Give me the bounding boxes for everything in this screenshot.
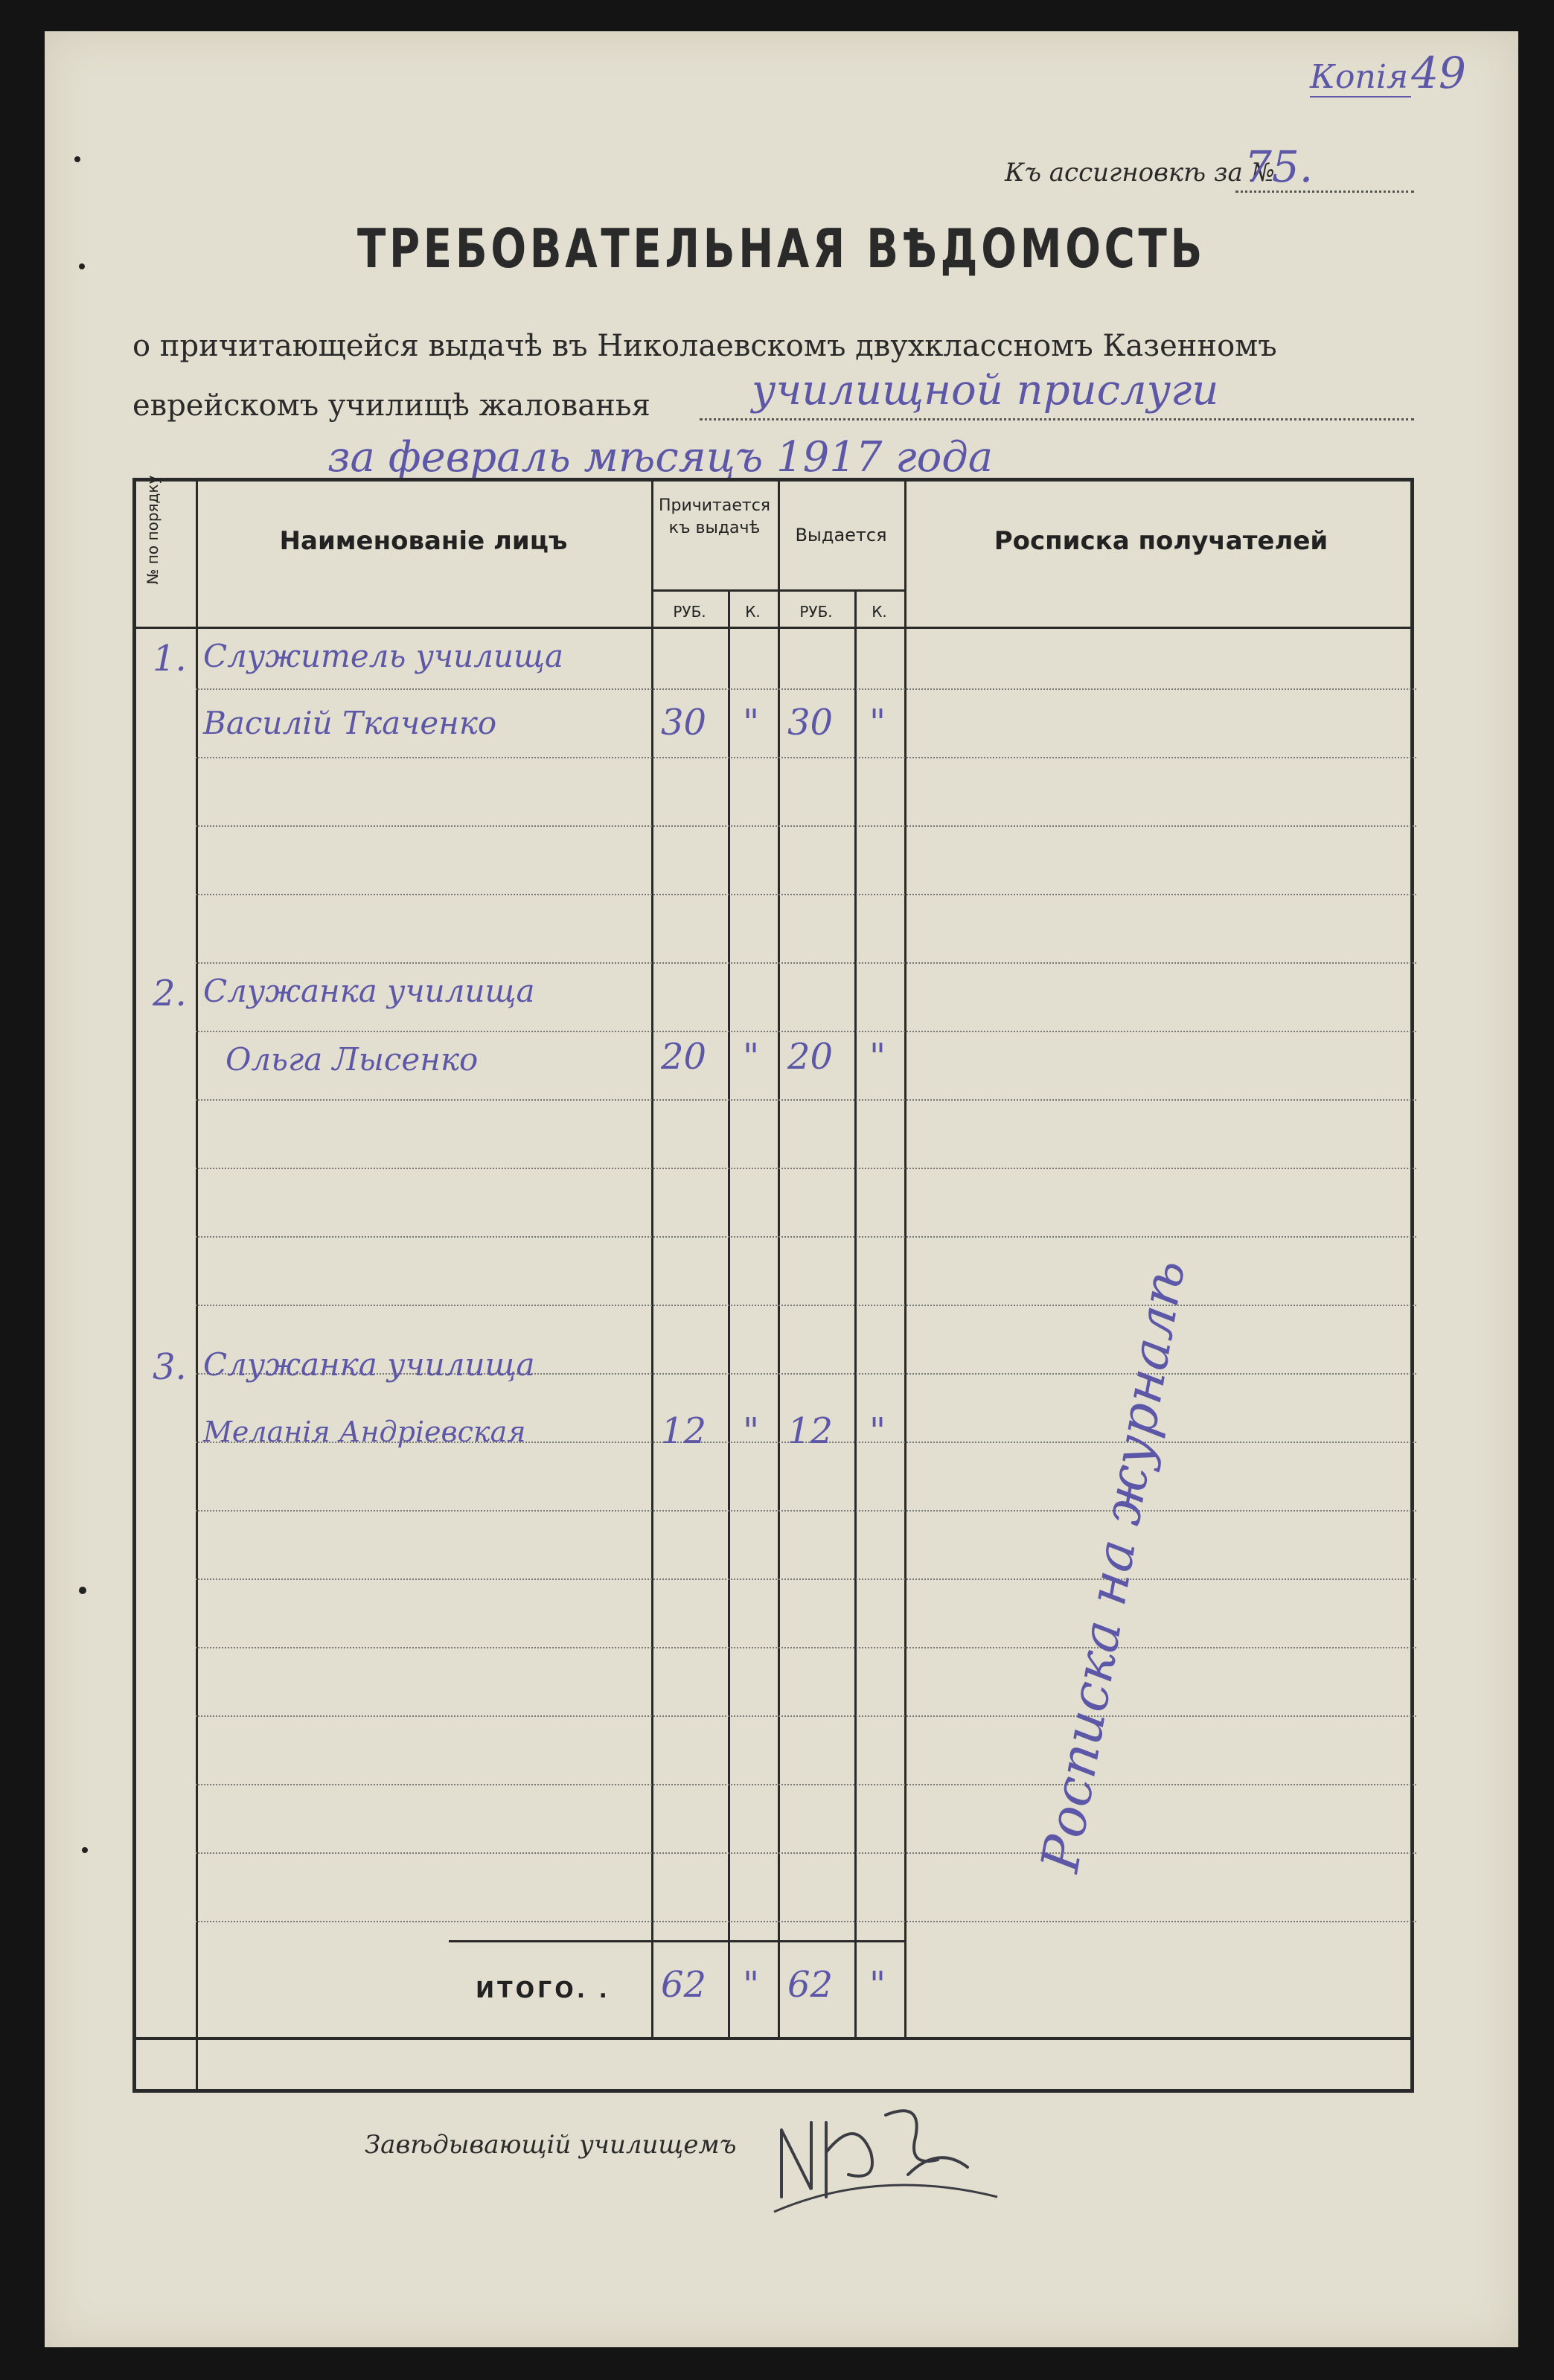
row-rule	[196, 1784, 1416, 1785]
row-rule	[196, 1168, 1416, 1169]
header-name: Наименованіе лицъ	[279, 526, 568, 556]
paid-k: "	[869, 702, 886, 743]
paid-rub: 12	[787, 1410, 834, 1452]
row-rule	[196, 1647, 1416, 1648]
payroll-table	[132, 475, 1414, 2093]
assignment-label: Къ ассигновкѣ за №	[1005, 158, 1275, 188]
margin-mark	[79, 263, 85, 269]
due-k: "	[743, 1036, 760, 1078]
row-number: 1.	[153, 638, 187, 679]
row-rule	[196, 1305, 1416, 1306]
row-name: Меланія Андріевская	[203, 1415, 526, 1448]
sub-rub-due: РУБ.	[673, 603, 706, 621]
row-rule	[196, 1236, 1416, 1238]
col-divider	[651, 482, 653, 2037]
due-rub: 30	[661, 702, 707, 743]
document-title: ТРЕБОВАТЕЛЬНАЯ ВѢДОМОСТЬ	[356, 217, 1206, 280]
header-bottom	[136, 627, 1410, 629]
col-divider	[904, 482, 906, 2037]
margin-mark	[74, 156, 80, 162]
row-title: Служанка училища	[203, 973, 535, 1009]
copy-label: Копія	[1310, 58, 1411, 97]
row-number: 2.	[153, 973, 187, 1014]
row-number: 3.	[153, 1346, 187, 1388]
total-line	[449, 1940, 904, 1942]
total-label: ИТОГО. .	[476, 1977, 610, 2003]
row-rule	[196, 688, 1416, 690]
due-rub: 20	[661, 1036, 707, 1078]
total-paid-rub: 62	[787, 1964, 834, 2006]
paid-rub: 20	[787, 1036, 834, 1078]
sub-rub-paid: РУБ.	[799, 603, 833, 621]
handwritten-staff-type: училищной прислуги	[752, 366, 1219, 415]
line2-dotline	[700, 418, 1414, 420]
col-divider	[728, 589, 730, 2037]
row-rule	[196, 1852, 1416, 1854]
total-paid-k: "	[869, 1964, 886, 2006]
handwritten-period: за февраль мѣсяцъ 1917 года	[327, 433, 994, 482]
row-name: Ольга Лысенко	[226, 1041, 479, 1078]
row-title: Служанка училища	[203, 1346, 535, 1383]
total-due-k: "	[743, 1964, 760, 2006]
col-divider	[778, 482, 780, 2037]
corner-reference	[1310, 48, 1466, 98]
row-rule	[196, 1715, 1416, 1717]
signature-note: Росписка на журналѣ	[1029, 1255, 1198, 1877]
sub-k-paid: К.	[872, 603, 887, 621]
paid-rub: 30	[787, 702, 834, 743]
director-label: Завѣдывающій училищемъ	[365, 2130, 737, 2160]
director-signature	[759, 2085, 1005, 2219]
header-paid: Выдается	[795, 525, 887, 546]
assignment-number: 75.	[1244, 141, 1314, 192]
header-signature: Росписка получателей	[994, 526, 1328, 556]
total-due-rub: 62	[661, 1964, 707, 2006]
header-due: Причитается къ выдачѣ	[658, 496, 771, 537]
row-title: Служитель училища	[203, 638, 564, 674]
row-rule	[196, 1510, 1416, 1512]
margin-mark	[82, 1847, 88, 1853]
row-rule	[196, 1921, 1416, 1922]
footer-line	[136, 2037, 1410, 2040]
intro-line-1: о причитающейся выдачѣ въ Николаевскомъ двухклассномъ Казенномъ	[132, 329, 1277, 363]
row-rule	[196, 1099, 1416, 1101]
sub-k-due: К.	[745, 603, 761, 621]
header-subline	[651, 589, 904, 592]
intro-line-2: еврейскомъ училищѣ жалованья	[132, 388, 650, 423]
paid-k: "	[869, 1410, 886, 1452]
paid-k: "	[869, 1036, 886, 1078]
assignment-dotline	[1235, 191, 1414, 193]
due-k: "	[743, 702, 760, 743]
col-divider	[196, 482, 198, 2089]
document-sheet	[45, 31, 1518, 2347]
due-rub: 12	[661, 1410, 707, 1452]
margin-mark	[79, 1587, 86, 1594]
col-divider	[854, 589, 857, 2037]
header-number: № по порядку	[144, 475, 162, 585]
due-k: "	[743, 1410, 760, 1452]
row-rule	[196, 1578, 1416, 1580]
page-number: 49	[1411, 48, 1466, 98]
row-name: Василій Ткаченко	[203, 705, 497, 741]
